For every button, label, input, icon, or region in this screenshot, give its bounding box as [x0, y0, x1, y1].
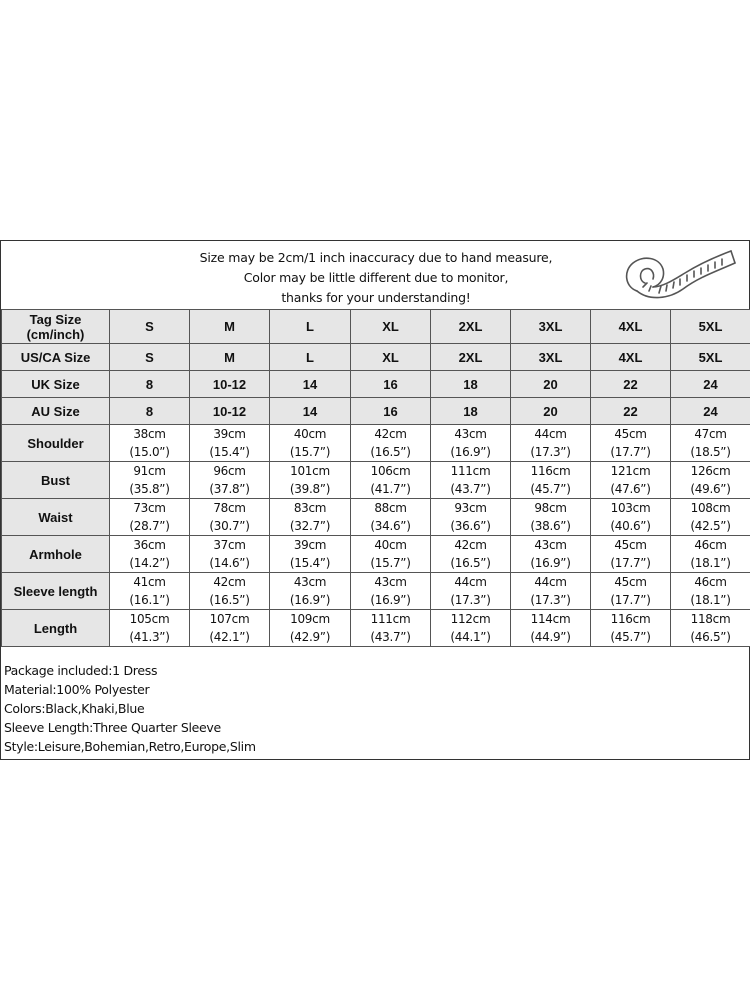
- size-cell: 24: [671, 398, 750, 425]
- measurement-cell: [190, 573, 270, 610]
- value-inch: (18.5”): [690, 445, 731, 459]
- measurement-cell: [431, 573, 511, 610]
- value-inch: (15.0”): [129, 445, 170, 459]
- measurement-cell: [671, 462, 750, 499]
- measurement-row: [2, 462, 750, 499]
- size-cell: 10-12: [190, 371, 270, 398]
- value-cm: 126cm: [690, 464, 731, 478]
- size-cell: 3XL: [511, 310, 591, 344]
- value-inch: (41.7”): [370, 482, 411, 496]
- value-inch: (43.7”): [450, 482, 491, 496]
- value-cm: 116cm: [530, 464, 571, 478]
- value-cm: 118cm: [690, 612, 731, 626]
- value-inch: (41.3”): [129, 630, 170, 644]
- value-inch: (18.1”): [690, 593, 731, 607]
- measurement-cell: [591, 536, 671, 573]
- measurement-cell: [511, 610, 591, 647]
- size-cell: 24: [671, 371, 750, 398]
- size-cell: 4XL: [591, 344, 671, 371]
- value-cm: 43cm: [454, 427, 487, 441]
- measurement-cell: [591, 499, 671, 536]
- value-cm: 106cm: [370, 464, 411, 478]
- measurement-cell: [511, 499, 591, 536]
- size-cell: 14: [270, 371, 351, 398]
- value-cm: 111cm: [370, 612, 411, 626]
- value-cm: 98cm: [534, 501, 567, 515]
- row-label: Bust: [2, 462, 110, 499]
- value-cm: 109cm: [290, 612, 330, 626]
- row-label: UK Size: [2, 371, 110, 398]
- value-inch: (16.9”): [530, 556, 571, 570]
- value-cm: 39cm: [293, 538, 327, 552]
- size-cell: 10-12: [190, 398, 270, 425]
- measurement-cell: [591, 573, 671, 610]
- measurement-cell: [431, 610, 511, 647]
- value-cm: 101cm: [290, 464, 330, 478]
- measurement-cell: [431, 462, 511, 499]
- value-inch: (42.5”): [690, 519, 731, 533]
- measurement-cell: [270, 462, 351, 499]
- value-cm: 91cm: [133, 464, 166, 478]
- measurement-cell: [591, 610, 671, 647]
- row-label: Waist: [2, 499, 110, 536]
- size-cell: 20: [511, 398, 591, 425]
- measurement-cell: [351, 462, 431, 499]
- size-cell: 16: [351, 398, 431, 425]
- value-inch: (36.6”): [450, 519, 491, 533]
- value-cm: 42cm: [374, 427, 407, 441]
- value-cm: 45cm: [614, 427, 647, 441]
- measurement-cell: [591, 425, 671, 462]
- value-inch: (35.8”): [129, 482, 170, 496]
- measurement-row: [2, 573, 750, 610]
- size-row: [2, 371, 750, 398]
- value-inch: (17.3”): [450, 593, 491, 607]
- measurement-cell: [511, 536, 591, 573]
- value-cm: 45cm: [614, 575, 647, 589]
- value-cm: 103cm: [610, 501, 651, 515]
- size-cell: 8: [110, 398, 190, 425]
- value-inch: (28.7”): [129, 519, 170, 533]
- measurement-cell: [431, 425, 511, 462]
- notice-line: Color may be little different due to monitor,: [243, 270, 509, 285]
- measurement-cell: [270, 425, 351, 462]
- measurement-cell: [190, 536, 270, 573]
- value-cm: 47cm: [694, 427, 727, 441]
- value-cm: 45cm: [614, 538, 647, 552]
- row-label: Tag Size (cm/inch): [2, 310, 110, 344]
- value-cm: 44cm: [454, 575, 487, 589]
- value-inch: (17.7”): [610, 556, 651, 570]
- value-cm: 42cm: [213, 575, 246, 589]
- measurement-cell: [190, 462, 270, 499]
- measurement-cell: [110, 610, 190, 647]
- value-inch: (38.6”): [530, 519, 571, 533]
- value-inch: (16.5”): [209, 593, 250, 607]
- measurement-cell: [591, 462, 671, 499]
- size-cell: 8: [110, 371, 190, 398]
- measurement-cell: [110, 425, 190, 462]
- measurement-cell: [671, 610, 750, 647]
- value-inch: (15.7”): [370, 556, 411, 570]
- value-cm: 78cm: [213, 501, 246, 515]
- value-inch: (30.7”): [209, 519, 250, 533]
- measurement-cell: [671, 499, 750, 536]
- size-cell: 22: [591, 398, 671, 425]
- product-details: [1, 659, 750, 756]
- value-cm: 42cm: [454, 538, 487, 552]
- measurement-row: [2, 499, 750, 536]
- measurement-cell: [671, 573, 750, 610]
- measurement-cell: [351, 536, 431, 573]
- size-row: [2, 398, 750, 425]
- size-cell: 2XL: [431, 310, 511, 344]
- size-cell: M: [190, 344, 270, 371]
- size-table: [1, 309, 750, 647]
- size-chart: [0, 240, 750, 760]
- value-cm: 83cm: [293, 501, 327, 515]
- value-inch: (49.6”): [690, 482, 731, 496]
- measurement-cell: [270, 536, 351, 573]
- measurement-row: [2, 425, 750, 462]
- value-inch: (17.7”): [610, 593, 651, 607]
- value-cm: 46cm: [694, 538, 727, 552]
- value-inch: (37.8”): [209, 482, 250, 496]
- value-inch: (17.7”): [610, 445, 651, 459]
- detail-sleeve-length: Sleeve Length:Three Quarter Sleeve: [4, 720, 221, 735]
- value-cm: 111cm: [450, 464, 491, 478]
- value-cm: 112cm: [450, 612, 491, 626]
- measurement-row: [2, 610, 750, 647]
- detail-package: Package included:1 Dress: [4, 663, 158, 678]
- value-inch: (16.9”): [370, 593, 411, 607]
- value-cm: 116cm: [610, 612, 651, 626]
- measurement-cell: [511, 573, 591, 610]
- measurement-cell: [110, 462, 190, 499]
- size-cell: XL: [351, 310, 431, 344]
- size-cell: 18: [431, 398, 511, 425]
- value-cm: 43cm: [293, 575, 327, 589]
- value-inch: (16.9”): [450, 445, 491, 459]
- value-cm: 41cm: [133, 575, 166, 589]
- value-inch: (42.1”): [209, 630, 250, 644]
- value-cm: 38cm: [133, 427, 166, 441]
- size-cell: 5XL: [671, 310, 750, 344]
- value-inch: (32.7”): [289, 519, 331, 533]
- row-label: Shoulder: [2, 425, 110, 462]
- value-inch: (42.9”): [289, 630, 331, 644]
- row-label: US/CA Size: [2, 344, 110, 371]
- measuring-tape-icon: [619, 247, 739, 307]
- size-cell: L: [270, 344, 351, 371]
- measurement-cell: [190, 610, 270, 647]
- row-label: AU Size: [2, 398, 110, 425]
- value-inch: (16.5”): [450, 556, 491, 570]
- value-inch: (18.1”): [690, 556, 731, 570]
- detail-style: Style:Leisure,Bohemian,Retro,Europe,Slim: [4, 739, 256, 754]
- value-inch: (34.6”): [370, 519, 411, 533]
- value-cm: 44cm: [534, 427, 567, 441]
- size-cell: L: [270, 310, 351, 344]
- value-inch: (47.6”): [610, 482, 651, 496]
- size-row: [2, 310, 750, 344]
- value-cm: 40cm: [293, 427, 327, 441]
- value-inch: (44.9”): [530, 630, 571, 644]
- value-cm: 105cm: [129, 612, 170, 626]
- value-cm: 40cm: [374, 538, 407, 552]
- value-inch: (15.7”): [289, 445, 331, 459]
- size-row: [2, 344, 750, 371]
- size-cell: 22: [591, 371, 671, 398]
- size-cell: S: [110, 344, 190, 371]
- measurement-cell: [270, 573, 351, 610]
- measurement-cell: [110, 536, 190, 573]
- row-label: Sleeve length: [2, 573, 110, 610]
- measurement-cell: [511, 425, 591, 462]
- value-inch: (43.7”): [370, 630, 411, 644]
- size-cell: M: [190, 310, 270, 344]
- size-cell: S: [110, 310, 190, 344]
- value-cm: 46cm: [694, 575, 727, 589]
- measurement-cell: [511, 462, 591, 499]
- value-inch: (40.6”): [610, 519, 651, 533]
- value-cm: 96cm: [213, 464, 246, 478]
- size-cell: XL: [351, 344, 431, 371]
- value-inch: (45.7”): [530, 482, 571, 496]
- measurement-cell: [431, 499, 511, 536]
- notice-line: Size may be 2cm/1 inch inaccuracy due to hand measure,: [199, 250, 553, 265]
- value-inch: (45.7”): [610, 630, 651, 644]
- measurement-cell: [110, 573, 190, 610]
- value-inch: (14.6”): [209, 556, 250, 570]
- size-cell: 20: [511, 371, 591, 398]
- value-inch: (17.3”): [530, 445, 571, 459]
- value-cm: 73cm: [133, 501, 166, 515]
- measurement-cell: [270, 499, 351, 536]
- size-cell: 14: [270, 398, 351, 425]
- value-cm: 114cm: [530, 612, 571, 626]
- value-cm: 121cm: [610, 464, 651, 478]
- measurement-cell: [110, 499, 190, 536]
- measurement-cell: [351, 610, 431, 647]
- value-cm: 108cm: [690, 501, 731, 515]
- measurement-cell: [671, 425, 750, 462]
- notice-line: thanks for your understanding!: [281, 290, 471, 305]
- notice-text: [151, 248, 601, 308]
- value-inch: (14.2”): [129, 556, 170, 570]
- size-cell: 5XL: [671, 344, 750, 371]
- measurement-cell: [190, 499, 270, 536]
- value-inch: (16.5”): [370, 445, 411, 459]
- value-inch: (15.4”): [209, 445, 250, 459]
- detail-material: Material:100% Polyester: [4, 682, 150, 697]
- value-cm: 36cm: [133, 538, 166, 552]
- measurement-cell: [190, 425, 270, 462]
- value-inch: (17.3”): [530, 593, 571, 607]
- value-cm: 107cm: [209, 612, 250, 626]
- value-inch: (46.5”): [690, 630, 731, 644]
- value-inch: (44.1”): [450, 630, 491, 644]
- measurement-cell: [671, 536, 750, 573]
- measurement-notice: [1, 241, 749, 311]
- size-cell: 2XL: [431, 344, 511, 371]
- value-cm: 43cm: [534, 538, 567, 552]
- measurement-cell: [351, 499, 431, 536]
- value-cm: 39cm: [213, 427, 246, 441]
- size-cell: 18: [431, 371, 511, 398]
- value-cm: 43cm: [374, 575, 407, 589]
- size-cell: 3XL: [511, 344, 591, 371]
- measurement-row: [2, 536, 750, 573]
- measurement-cell: [351, 425, 431, 462]
- size-cell: 16: [351, 371, 431, 398]
- value-inch: (39.8”): [289, 482, 331, 496]
- measurement-cell: [431, 536, 511, 573]
- value-cm: 88cm: [374, 501, 407, 515]
- measurement-cell: [351, 573, 431, 610]
- row-label: Length: [2, 610, 110, 647]
- row-label: Armhole: [2, 536, 110, 573]
- value-cm: 93cm: [454, 501, 487, 515]
- detail-colors: Colors:Black,Khaki,Blue: [4, 701, 145, 716]
- value-inch: (15.4”): [289, 556, 331, 570]
- measurement-cell: [270, 610, 351, 647]
- value-inch: (16.1”): [129, 593, 170, 607]
- size-cell: 4XL: [591, 310, 671, 344]
- value-inch: (16.9”): [289, 593, 331, 607]
- value-cm: 37cm: [213, 538, 246, 552]
- value-cm: 44cm: [534, 575, 567, 589]
